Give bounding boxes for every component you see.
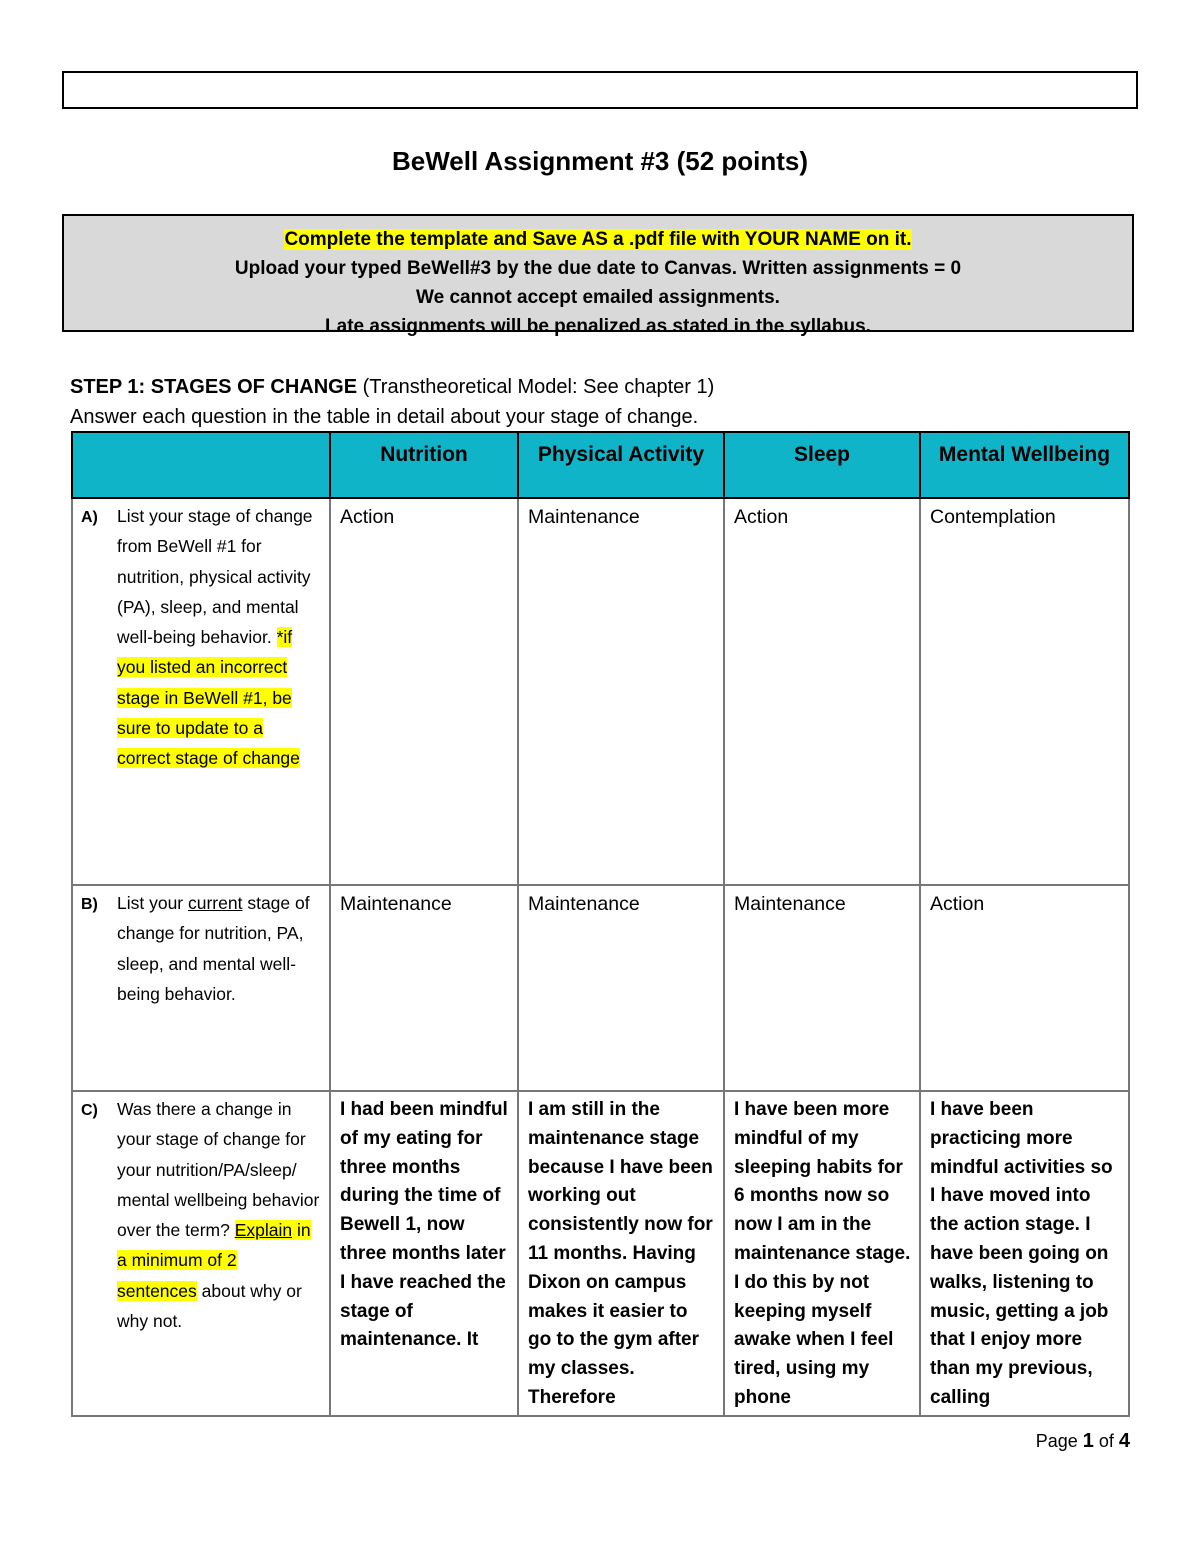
answer-c-physical-activity[interactable]: I am still in the maintenance stage because I have been working out consistently now for 11 months. Having Dixon on campus makes it easier to go to the gym after my classes. Therefore: [518, 1091, 724, 1416]
stages-of-change-table: [71, 431, 1130, 1417]
step-title: STEP 1: STAGES OF CHANGE (Transtheoretical Model: See chapter 1): [70, 376, 715, 398]
answer-a-mental-wellbeing[interactable]: Contemplation: [920, 498, 1129, 885]
header-physical-activity: Physical Activity: [518, 432, 724, 498]
table-row-b: [72, 885, 1129, 1091]
answer-a-nutrition[interactable]: Action: [330, 498, 518, 885]
answer-b-sleep[interactable]: Maintenance: [724, 885, 920, 1091]
header-blank: [72, 432, 330, 498]
answer-a-physical-activity[interactable]: Maintenance: [518, 498, 724, 885]
instruction-line-3: We cannot accept emailed assignments.: [416, 287, 780, 308]
student-name-box: [62, 71, 1138, 109]
question-b: B) List your current stage of change for nutrition, PA, sleep, and mental well-being behavior.: [72, 885, 330, 1091]
instruction-line-2: Upload your typed BeWell#3 by the due date to Canvas. Written assignments = 0: [234, 258, 962, 279]
step-subtitle: Answer each question in the table in detail about your stage of change.: [70, 406, 699, 428]
answer-c-nutrition[interactable]: I had been mindful of my eating for three months during the time of Bewell 1, now three months later I have reached the stage of maintenance. It: [330, 1091, 518, 1416]
instructions-box: [62, 214, 1134, 337]
instruction-line-4: Late assignments will be penalized as stated in the syllabus.: [325, 316, 871, 337]
answer-b-physical-activity[interactable]: Maintenance: [518, 885, 724, 1091]
answer-b-nutrition[interactable]: Maintenance: [330, 885, 518, 1091]
header-nutrition: Nutrition: [330, 432, 518, 498]
table-row-a: [72, 498, 1129, 885]
page-number: Page 1 of 4: [1035, 1430, 1130, 1452]
answer-c-sleep[interactable]: I have been more mindful of my sleeping habits for 6 months now so now I am in the maintenance stage. I do this by not keeping myself awake when I feel tired, using my phone: [724, 1091, 920, 1416]
header-sleep: Sleep: [724, 432, 920, 498]
answer-b-mental-wellbeing[interactable]: Action: [920, 885, 1129, 1091]
page-title: BeWell Assignment #3 (52 points): [391, 146, 809, 176]
question-c: C) Was there a change in your stage of change for your nutrition/PA/sleep/ mental wellbeing behavior over the term? Explain in a minimum of 2 sentences about why or why not.: [72, 1091, 330, 1416]
answer-a-sleep[interactable]: Action: [724, 498, 920, 885]
table-header-row: [72, 432, 1129, 498]
header-mental-wellbeing: Mental Wellbeing: [920, 432, 1129, 498]
answer-c-mental-wellbeing[interactable]: I have been practicing more mindful activities so I have moved into the action stage. I have been going on walks, listening to music, getting a job that I enjoy more than my previous, calling: [920, 1091, 1129, 1416]
table-row-c: [72, 1091, 1129, 1416]
instruction-line-1: Complete the template and Save AS a .pdf file with YOUR NAME on it.: [284, 229, 912, 250]
question-a: A) List your stage of change from BeWell #1 for nutrition, physical activity (PA), sleep, and mental well-being behavior. *if you listed an incorrect stage in BeWell #1, be sure to update to a correct stage of change: [72, 498, 330, 885]
